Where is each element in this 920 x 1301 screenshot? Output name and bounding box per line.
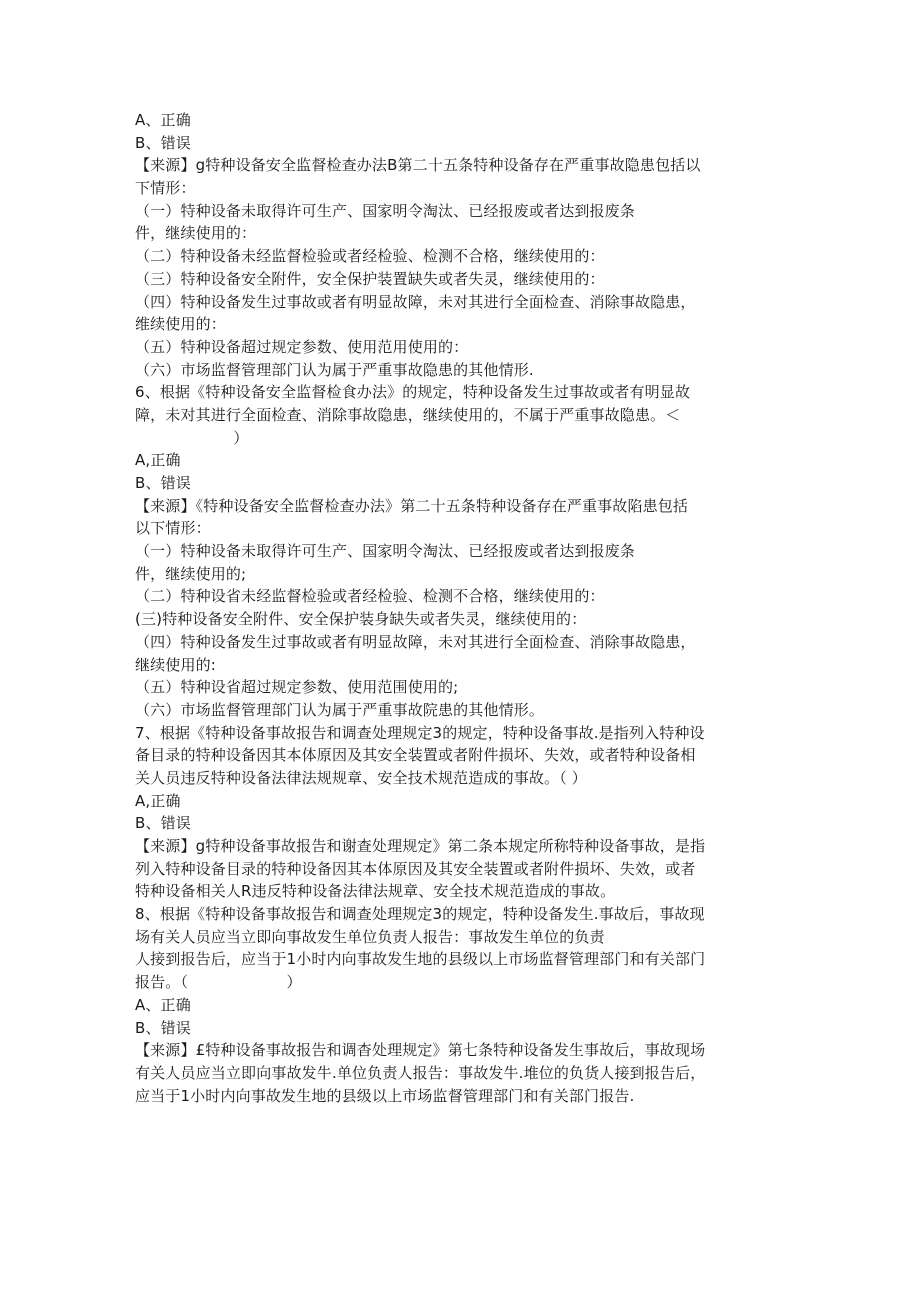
option-a: A、正确	[135, 111, 191, 129]
option-b: B、错误	[135, 814, 191, 833]
question-8: 8、根据《特种设备事故报告和调查处理规定3的规定，特种设备发生.事故后，事故现	[135, 905, 705, 924]
source-line: 应当于1小时内向事故发生地的县级以上市场监督管理部门和有关部门报告.	[135, 1086, 635, 1105]
clause-line: (三)特种设备安全附件、安全保护装身缺失或者失灵，继续使用的：	[135, 610, 587, 629]
option-b: B、错误	[135, 474, 191, 492]
question-7: 关人员违反特种设备法律法规规章、安全技术规范造成的事故。（ ）	[135, 768, 587, 787]
option-a: A,正确	[135, 451, 181, 470]
question-6: ）	[135, 428, 249, 447]
source-line: 有关人员应当立即向事故发牛.单位负责人报告：事故发牛.堆位的负货人接到报告后，	[135, 1063, 706, 1082]
source-line: 特种设备相关人R违反特种设备法律法规章、安全技术规范造成的事故。	[135, 882, 616, 901]
source-line: 以下情形：	[135, 519, 211, 538]
source-line: 【来源】g特种设备安全监督检查办法B第二十五条特种设备存在严重事故隐患包括以	[135, 156, 701, 175]
question-8: 人接到报告后，应当于1小时内向事故发生地的县级以上市场监督管理部门和有关部门	[135, 950, 706, 969]
option-b: B、错误	[135, 133, 191, 152]
clause-line: （四）特种设备发生过事故或者有明显故障，未对其进行全面检查、消除事故隐患，	[135, 292, 696, 311]
clause-line: 件，继续使用的;	[135, 564, 247, 583]
clause-line: （一）特种设备未取得许可生产、国家明令淘汰、已经报废或者达到报废条	[135, 542, 635, 561]
source-line: 【来源】g特种设备事故报告和谢查处理规定》第二条本规定所称特种设备事故，是指	[135, 837, 706, 855]
question-7: 7、根据《特种设备事故报告和调查处理规定3的规定，特种设备事故.是指列入特种设	[135, 723, 705, 742]
source-line: 下情形：	[135, 179, 196, 198]
clause-line: （一）特种设备未取得许可生产、国家明令淘汰、已经报废或者达到报废条	[135, 201, 635, 220]
question-6: 障，未对其进行全面检查、消除事故隐患，继续使用的，不属于严重事故隐患。＜	[135, 405, 681, 424]
option-a: A,正确	[135, 791, 181, 810]
option-b: B、错误	[135, 1018, 191, 1037]
document-body	[135, 109, 785, 1107]
clause-line: （六）市场监督管理部门认为属于严重事故隐患的其他情形.	[135, 360, 534, 379]
question-8: 报告。（ ）	[135, 973, 302, 992]
question-8: 场有关人员应当立即向事故发生单位负责人报告：事故发生单位的负责	[135, 927, 605, 946]
question-7: 备目录的特种设备因其本体原因及其安全装置或者附件损坏、失效，或者特种设备相	[135, 746, 696, 765]
clause-line: （二）特种设省未经监督检验或者经检验、检测不合格，继续使用的：	[135, 587, 605, 606]
source-line: 【来源】《特种设备安全监督检查办法》第二十五条特种设备存在严重事故陷患包括	[135, 496, 689, 515]
clause-line: （六）市场监督管理部门认为属于严重事故院患的其他情形。	[135, 700, 545, 719]
option-a: A、正确	[135, 995, 191, 1014]
clause-line: （三）特种设备安全附件，安全保护装置缺失或者失灵，继续使用的：	[135, 269, 605, 288]
clause-line: 件，继续使用的：	[135, 224, 257, 243]
clause-line: （五）特种设省超过规定参数、使用范围使用的;	[135, 678, 459, 697]
clause-line: 维续使用的：	[135, 315, 226, 334]
clause-line: 继续使用的:	[135, 655, 216, 674]
source-line: 【来源】£特种设备事故报告和调杳处理规定》第七条特种设备发生事故后，事故现场	[135, 1041, 706, 1060]
clause-line: （五）特种设备超过规定参数、使用范用使用的：	[135, 337, 469, 356]
clause-line: （二）特种设备未经监督检验或者经检验、检测不合格，继续使用的：	[135, 247, 605, 266]
question-6: 6、根据《特种设备安全监督检食办法》的规定，特种设备发生过事故或者有明显故	[135, 383, 691, 402]
source-line: 列入特种设备目录的特种设备因其本体原因及其安全装置或者附件损坏、失效，或者	[135, 859, 696, 878]
clause-line: （四）特种设备发生过事故或者有明显故障，未对其进行全面检查、消除事故隐患，	[135, 632, 696, 651]
